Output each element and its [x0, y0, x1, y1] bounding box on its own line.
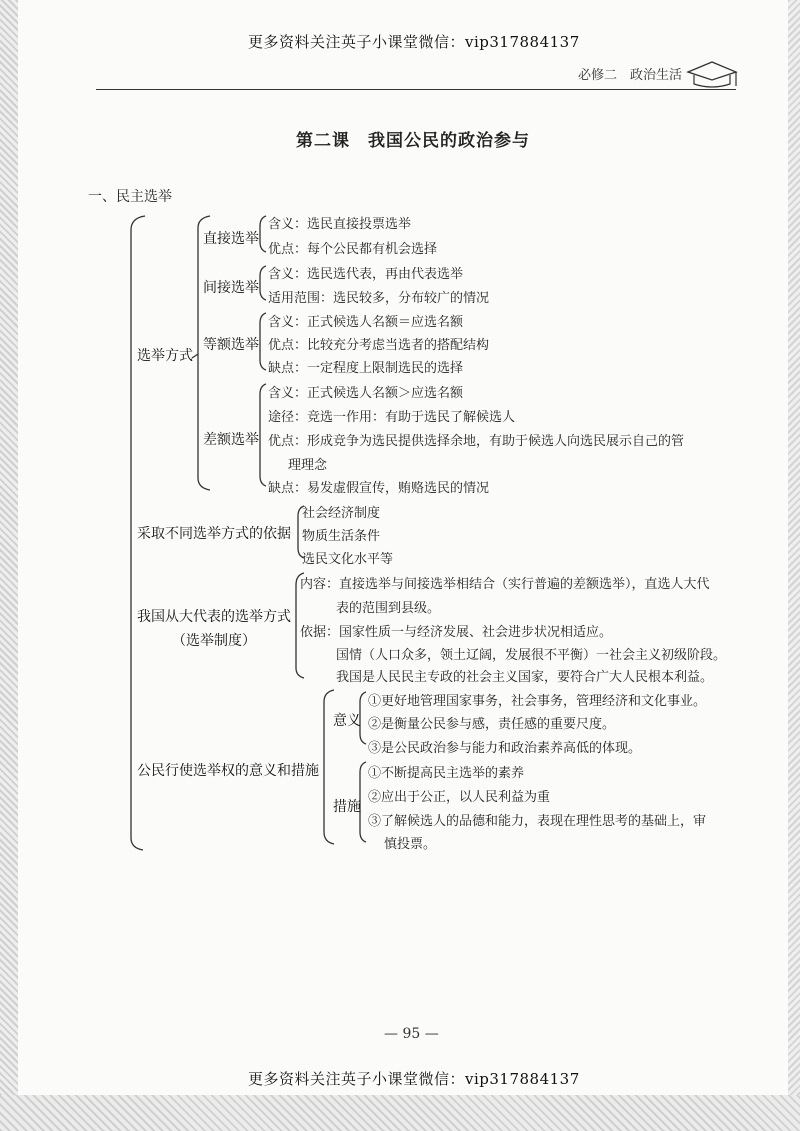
leaf-neirong: 内容：直接选举与间接选举相结合（实行普遍的差额选举），直选人大代	[300, 577, 710, 592]
watermark-top: 更多资料关注英子小课堂微信：vip317884137	[248, 33, 580, 51]
leaf-de-hanyi: 含义：正式候选人名额＝应选名额	[268, 315, 464, 330]
leaf-yiju-1: 社会经济制度	[302, 506, 381, 521]
leaf-yiju-a: 依据：国家性质一与经济发展、社会进步状况相适应。	[300, 625, 613, 640]
node-gongmin-xingshi: 公民行使选举权的意义和措施	[137, 763, 319, 779]
leaf-neirong-cont: 表的范围到县级。	[336, 601, 441, 616]
page-title: 第二课 我国公民的政治参与	[296, 131, 530, 151]
node-yiju: 采取不同选举方式的依据	[137, 526, 291, 542]
leaf-cuoshi-2: ②应出于公正，以人民利益为重	[368, 790, 551, 805]
node-yiyi: 意义	[333, 713, 361, 729]
node-renda-xuanju-sub: （选举制度）	[172, 633, 256, 649]
leaf-ce-youdian: 优点：形成竞争为选民提供选择余地，有助于候选人向选民展示自己的管	[268, 434, 685, 449]
leaf-de-quedian: 缺点：一定程度上限制选民的选择	[268, 361, 464, 376]
leaf-yiyi-1: ①更好地管理国家事务，社会事务，管理经济和文化事业。	[368, 694, 707, 709]
leaf-cuoshi-1: ①不断提高民主选举的素养	[368, 766, 525, 781]
leaf-ce-quedian: 缺点：易发虚假宣传，贿赂选民的情况	[268, 481, 490, 496]
node-jianjie-xuanju: 间接选举	[203, 280, 259, 296]
node-renda-xuanju: 我国从大代表的选举方式	[137, 609, 291, 625]
leaf-de-youdian: 优点：比较充分考虑当选者的搭配结构	[268, 338, 490, 353]
watermark-bottom: 更多资料关注英子小课堂微信：vip317884137	[248, 1070, 580, 1088]
leaf-jj-hanyi: 含义：选民选代表，再由代表选举	[268, 267, 464, 282]
section-heading: 一、民主选举	[88, 189, 172, 205]
leaf-yiyi-2: ②是衡量公民参与感，责任感的重要尺度。	[368, 717, 616, 732]
leaf-yiju-2: 物质生活条件	[302, 529, 381, 544]
node-cha-e-xuanju: 差额选举	[203, 432, 259, 448]
leaf-zj-hanyi: 含义：选民直接投票选举	[268, 217, 412, 232]
node-deng-e-xuanju: 等额选举	[203, 337, 259, 353]
leaf-yiju-c: 我国是人民民主专政的社会主义国家，要符合广大人民根本利益。	[336, 670, 714, 685]
leaf-yiju-3: 选民文化水平等	[302, 552, 394, 567]
leaf-zj-youdian: 优点：每个公民都有机会选择	[268, 242, 438, 257]
node-cuoshi: 措施	[333, 799, 361, 815]
leaf-cuoshi-3: ③了解候选人的品德和能力，表现在理性思考的基础上，审	[368, 814, 707, 829]
node-xuanju-fangshi: 选举方式	[137, 348, 193, 364]
header-right: 必修二 政治生活	[578, 68, 683, 83]
leaf-ce-youdian-cont: 理理念	[288, 458, 328, 473]
leaf-cuoshi-3-cont: 慎投票。	[384, 837, 437, 852]
leaf-ce-tujing: 途径：竞选一作用：有助于选民了解候选人	[268, 410, 516, 425]
leaf-jj-shiyong: 适用范围：选民较多，分布较广的情况	[268, 291, 490, 306]
leaf-yiju-b: 国情（人口众多，领土辽阔，发展很不平衡）一社会主义初级阶段。	[336, 648, 727, 663]
leaf-yiyi-3: ③是公民政治参与能力和政治素养高低的体现。	[368, 741, 642, 756]
node-zhijie-xuanju: 直接选举	[203, 231, 259, 247]
leaf-ce-hanyi: 含义：正式候选人名额＞应选名额	[268, 386, 464, 401]
page-number: — 95 —	[384, 1026, 439, 1042]
